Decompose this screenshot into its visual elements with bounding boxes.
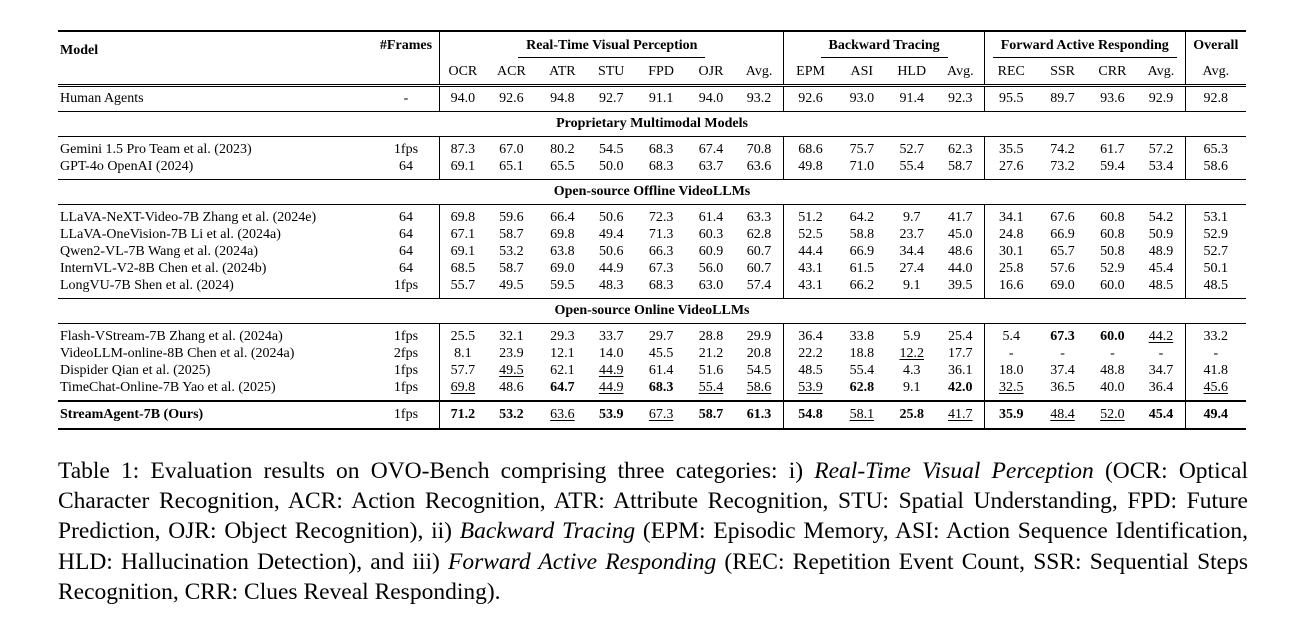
- score-cell: 69.1: [440, 243, 486, 260]
- score-cell: 69.8: [440, 379, 486, 396]
- score-cell: 57.2: [1148, 142, 1174, 157]
- score-cell: 66.9: [849, 244, 875, 259]
- score-cell: 16.6: [984, 277, 1037, 294]
- score-cell: 50.9: [1148, 227, 1174, 242]
- score-cell: 52.7: [899, 142, 924, 157]
- score-cell: 44.2: [1148, 329, 1174, 344]
- score-cell: 60.7: [746, 261, 772, 276]
- score-cell: 45.4: [1148, 261, 1174, 276]
- score-cell: 29.3: [550, 329, 575, 344]
- score-cell: 65.1: [499, 159, 524, 174]
- score-cell: 91.1: [648, 91, 674, 106]
- score-cell: 36.4: [784, 328, 837, 345]
- score-cell: 80.2: [550, 142, 575, 157]
- model-name: LLaVA-OneVision-7B Li et al. (2024a): [60, 227, 281, 242]
- score-cell: -: [984, 345, 1037, 362]
- score-cell: 29.7: [648, 329, 674, 344]
- score-cell: 42.0: [948, 380, 973, 395]
- frames-cell: 64: [398, 210, 413, 225]
- score-cell: 55.4: [698, 380, 724, 395]
- score-cell: 34.4: [899, 244, 924, 259]
- score-cell: 50.1: [1185, 260, 1246, 277]
- score-cell: 58.6: [746, 380, 772, 395]
- col-crr: CRR: [1098, 64, 1127, 79]
- score-cell: 53.9: [598, 407, 624, 422]
- score-cell: 44.9: [598, 261, 624, 276]
- score-cell: 64.7: [550, 380, 575, 395]
- table-row: [58, 209, 1246, 226]
- score-cell: 45.6: [1185, 379, 1246, 396]
- score-cell: 65.3: [1185, 141, 1246, 158]
- score-cell: 52.5: [784, 226, 837, 243]
- score-cell: 69.8: [550, 227, 575, 242]
- col-hld: HLD: [897, 64, 927, 79]
- score-cell: 36.5: [1050, 380, 1075, 395]
- score-cell: 93.0: [849, 91, 875, 106]
- score-cell: 45.5: [648, 346, 674, 361]
- score-cell: 95.5: [984, 86, 1037, 112]
- frames-cell: 1fps: [393, 380, 419, 395]
- score-cell: 61.4: [698, 210, 724, 225]
- table-row: [58, 260, 1246, 277]
- model-name: Gemini 1.5 Pro Team et al. (2023): [60, 142, 252, 157]
- table-row: [58, 379, 1246, 396]
- score-cell: 89.7: [1050, 91, 1075, 106]
- model-name: Flash-VStream-7B Zhang et al. (2024a): [60, 329, 283, 344]
- header-group-overall: Overall: [1185, 31, 1246, 60]
- table-row: [58, 243, 1246, 260]
- score-cell: 39.5: [948, 278, 973, 293]
- score-cell: 60.8: [1100, 210, 1125, 225]
- score-cell: 66.9: [1050, 227, 1075, 242]
- score-cell: 48.3: [598, 278, 624, 293]
- table-row: [58, 362, 1246, 379]
- score-cell: 92.7: [598, 91, 624, 106]
- frames-cell: 64: [398, 227, 413, 242]
- score-cell: 4.3: [902, 363, 921, 378]
- score-cell: 67.1: [440, 226, 486, 243]
- table-row: [58, 226, 1246, 243]
- score-cell: 66.2: [849, 278, 875, 293]
- section-title: Proprietary Multimodal Models: [556, 116, 748, 131]
- score-cell: 92.8: [1185, 86, 1246, 112]
- score-cell: 59.6: [499, 210, 524, 225]
- frames-cell: 1fps: [393, 278, 419, 293]
- score-cell: 25.8: [984, 260, 1037, 277]
- model-name: LongVU-7B Shen et al. (2024): [60, 278, 234, 293]
- score-cell: 52.9: [1185, 226, 1246, 243]
- frames-cell: 64: [398, 261, 413, 276]
- score-cell: 72.3: [648, 210, 674, 225]
- score-cell: 54.2: [1148, 210, 1174, 225]
- col-asi: ASI: [850, 64, 874, 79]
- col-rec: REC: [984, 60, 1037, 86]
- score-cell: 62.1: [550, 363, 575, 378]
- header-model: Model: [60, 43, 99, 58]
- score-cell: 58.7: [499, 227, 524, 242]
- score-cell: 53.9: [784, 379, 837, 396]
- score-cell: 68.3: [648, 142, 674, 157]
- frames-cell: 1fps: [393, 363, 419, 378]
- score-cell: 34.7: [1148, 363, 1174, 378]
- score-cell: 92.3: [948, 91, 973, 106]
- header-frames: #Frames: [379, 38, 433, 53]
- score-cell: 62.3: [948, 142, 973, 157]
- score-cell: 73.2: [1050, 159, 1075, 174]
- score-cell: 45.0: [948, 227, 973, 242]
- frames-cell: 1fps: [393, 329, 419, 344]
- score-cell: 18.8: [849, 346, 875, 361]
- score-cell: 29.9: [746, 329, 772, 344]
- score-cell: 48.5: [1148, 278, 1174, 293]
- score-cell: 60.8: [1100, 227, 1125, 242]
- score-cell: 27.6: [984, 158, 1037, 175]
- score-cell: 48.6: [948, 244, 973, 259]
- score-cell: 91.4: [899, 91, 924, 106]
- score-cell: 56.0: [698, 261, 724, 276]
- score-cell: 68.3: [648, 380, 674, 395]
- score-cell: 35.9: [984, 401, 1037, 429]
- score-cell: 8.1: [440, 345, 486, 362]
- score-cell: 63.6: [550, 407, 575, 422]
- score-cell: 63.0: [698, 278, 724, 293]
- frames-cell: -: [403, 91, 409, 106]
- score-cell: 48.5: [1185, 277, 1246, 294]
- score-cell: 43.1: [784, 277, 837, 294]
- frames-cell: 1fps: [393, 142, 419, 157]
- score-cell: 71.3: [648, 227, 674, 242]
- header-group-bt: Backward Tracing: [784, 31, 985, 60]
- score-cell: 22.2: [784, 345, 837, 362]
- col-ocr: OCR: [440, 60, 486, 86]
- score-cell: 33.8: [849, 329, 875, 344]
- score-cell: 58.7: [499, 261, 524, 276]
- table-row: [58, 158, 1246, 175]
- col-fpd: FPD: [648, 64, 674, 79]
- score-cell: 41.7: [948, 407, 973, 422]
- header-group-far: Forward Active Responding: [984, 31, 1185, 60]
- score-cell: 41.8: [1185, 362, 1246, 379]
- caption-label: Table 1:: [58, 458, 140, 484]
- score-cell: 53.2: [499, 407, 524, 422]
- score-cell: 48.8: [1100, 363, 1125, 378]
- score-cell: 92.6: [499, 91, 524, 106]
- score-cell: 49.5: [499, 278, 524, 293]
- score-cell: 60.9: [698, 244, 724, 259]
- score-cell: 66.3: [648, 244, 674, 259]
- score-cell: 54.8: [784, 401, 837, 429]
- score-cell: 67.0: [499, 142, 524, 157]
- model-name: GPT-4o OpenAI (2024): [60, 159, 194, 174]
- score-cell: 34.1: [984, 209, 1037, 226]
- score-cell: 44.0: [948, 261, 973, 276]
- score-cell: 68.3: [648, 159, 674, 174]
- score-cell: 52.0: [1100, 407, 1125, 422]
- score-cell: 21.2: [698, 346, 724, 361]
- score-cell: 61.4: [648, 363, 674, 378]
- score-cell: 69.0: [1050, 278, 1075, 293]
- score-cell: 71.0: [849, 159, 875, 174]
- score-cell: 58.7: [948, 159, 973, 174]
- score-cell: 59.5: [550, 278, 575, 293]
- score-cell: 53.2: [499, 244, 524, 259]
- section-header-row: [58, 180, 1246, 205]
- model-name: TimeChat-Online-7B Yao et al. (2025): [60, 380, 276, 395]
- score-cell: 55.4: [899, 159, 924, 174]
- score-cell: 55.7: [440, 277, 486, 294]
- score-cell: 51.2: [784, 209, 837, 226]
- score-cell: 69.8: [440, 209, 486, 226]
- score-cell: 12.2: [899, 346, 924, 361]
- human-agents-row: [58, 86, 1246, 112]
- table-row: [58, 277, 1246, 294]
- score-cell: 57.7: [440, 362, 486, 379]
- score-cell: 44.9: [598, 363, 624, 378]
- frames-cell: 1fps: [393, 407, 419, 422]
- score-cell: 48.6: [499, 380, 524, 395]
- score-cell: 69.0: [550, 261, 575, 276]
- score-cell: 71.2: [440, 401, 486, 429]
- score-cell: 5.4: [984, 328, 1037, 345]
- score-cell: 92.9: [1148, 91, 1174, 106]
- score-cell: 67.3: [648, 261, 674, 276]
- score-cell: 49.4: [598, 227, 624, 242]
- score-cell: 66.4: [550, 210, 575, 225]
- score-cell: 50.8: [1100, 244, 1125, 259]
- header-row-groups: [58, 31, 1246, 60]
- score-cell: 5.9: [902, 329, 921, 344]
- score-cell: 36.4: [1148, 380, 1174, 395]
- score-cell: 60.0: [1100, 278, 1125, 293]
- streamagent-row: [58, 401, 1246, 429]
- score-cell: 58.1: [849, 407, 875, 422]
- score-cell: 64.2: [849, 210, 875, 225]
- score-cell: 50.6: [598, 210, 624, 225]
- header-group-rtvp: Real-Time Visual Perception: [440, 31, 784, 60]
- score-cell: 87.3: [440, 141, 486, 158]
- frames-cell: 64: [398, 244, 413, 259]
- model-name: Dispider Qian et al. (2025): [60, 363, 211, 378]
- score-cell: 68.3: [648, 278, 674, 293]
- score-cell: 45.4: [1148, 407, 1174, 422]
- score-cell: 60.3: [698, 227, 724, 242]
- score-cell: 67.3: [648, 407, 674, 422]
- section-header-row: [58, 299, 1246, 324]
- score-cell: 60.7: [746, 244, 772, 259]
- score-cell: 52.7: [1185, 243, 1246, 260]
- score-cell: 62.8: [849, 380, 875, 395]
- score-cell: 12.1: [550, 346, 575, 361]
- score-cell: 62.8: [746, 227, 772, 242]
- score-cell: 59.4: [1100, 159, 1125, 174]
- score-cell: 49.4: [1185, 401, 1246, 429]
- col-bt-avg: Avg.: [947, 64, 974, 79]
- score-cell: 44.4: [784, 243, 837, 260]
- section-header-row: [58, 112, 1246, 137]
- score-cell: 74.2: [1050, 142, 1075, 157]
- score-cell: 9.1: [902, 380, 921, 395]
- score-cell: 33.7: [598, 329, 624, 344]
- score-cell: 51.6: [698, 363, 724, 378]
- col-acr: ACR: [497, 64, 526, 79]
- score-cell: 67.4: [698, 142, 724, 157]
- score-cell: 57.4: [746, 278, 772, 293]
- score-cell: 36.1: [948, 363, 973, 378]
- score-cell: 37.4: [1050, 363, 1075, 378]
- score-cell: 54.5: [746, 363, 772, 378]
- score-cell: 18.0: [984, 362, 1037, 379]
- frames-cell: 64: [398, 159, 413, 174]
- score-cell: 58.7: [698, 407, 724, 422]
- col-stu: STU: [597, 64, 625, 79]
- score-cell: 20.8: [746, 346, 772, 361]
- col-atr: ATR: [549, 64, 576, 79]
- score-cell: 17.7: [948, 346, 973, 361]
- score-cell: 33.2: [1185, 328, 1246, 345]
- score-cell: 49.8: [784, 158, 837, 175]
- score-cell: 48.9: [1148, 244, 1174, 259]
- score-cell: 53.4: [1148, 159, 1174, 174]
- score-cell: 55.4: [849, 363, 875, 378]
- score-cell: -: [1110, 346, 1115, 361]
- score-cell: 52.9: [1100, 261, 1125, 276]
- score-cell: 23.7: [899, 227, 924, 242]
- score-cell: -: [1185, 345, 1246, 362]
- score-cell: 27.4: [899, 261, 924, 276]
- frames-cell: 2fps: [393, 346, 419, 361]
- table-row: [58, 141, 1246, 158]
- score-cell: 94.0: [698, 91, 724, 106]
- score-cell: 57.6: [1050, 261, 1075, 276]
- score-cell: 65.5: [550, 159, 575, 174]
- score-cell: 70.8: [746, 142, 772, 157]
- score-cell: 61.3: [746, 407, 772, 422]
- score-cell: 61.7: [1100, 142, 1125, 157]
- score-cell: 63.8: [550, 244, 575, 259]
- score-cell: 23.9: [499, 346, 524, 361]
- score-cell: 94.0: [440, 86, 486, 112]
- score-cell: 69.1: [440, 158, 486, 175]
- score-cell: -: [1158, 346, 1164, 361]
- col-overall-avg: Avg.: [1185, 60, 1246, 86]
- results-table-body: [58, 86, 1246, 430]
- model-name: Qwen2-VL-7B Wang et al. (2024a): [60, 244, 259, 259]
- score-cell: 54.5: [598, 142, 624, 157]
- model-name: InternVL-V2-8B Chen et al. (2024b): [60, 261, 267, 276]
- score-cell: 25.8: [899, 407, 924, 422]
- score-cell: 48.5: [784, 362, 837, 379]
- model-name: StreamAgent-7B (Ours): [60, 407, 204, 422]
- model-name: LLaVA-NeXT-Video-7B Zhang et al. (2024e): [60, 210, 317, 225]
- section-title: Open-source Online VideoLLMs: [554, 303, 750, 318]
- score-cell: 28.8: [698, 329, 724, 344]
- col-far-avg: Avg.: [1147, 64, 1175, 79]
- score-cell: 24.8: [984, 226, 1037, 243]
- col-ojr: OJR: [698, 64, 724, 79]
- score-cell: 43.1: [784, 260, 837, 277]
- score-cell: 58.8: [849, 227, 875, 242]
- score-cell: 32.5: [984, 379, 1037, 396]
- score-cell: 14.0: [598, 346, 624, 361]
- score-cell: 48.4: [1050, 407, 1075, 422]
- score-cell: 30.1: [984, 243, 1037, 260]
- score-cell: 25.5: [440, 328, 486, 345]
- score-cell: 50.6: [598, 244, 624, 259]
- score-cell: 9.1: [902, 278, 921, 293]
- score-cell: 58.6: [1185, 158, 1246, 175]
- score-cell: 53.1: [1185, 209, 1246, 226]
- table-caption: Table 1: Evaluation results on OVO-Bench comprising three categories: i) Real-Time Visual Perception (OCR: Optical Character Recognition, ACR: Action Recognition, ATR: Attribute Recognition, STU: Spatial Understanding, FPD: Future Prediction, OJR: Object Recognition), ii) Backward Tracing (EPM: Episodic Memory, ASI: Action Sequence Identification, HLD: Hallucination Detection), and iii) Forward Active Responding (REC: Repetition Event Count, SSR: Sequential Steps Recognition, CRR: Clues Reveal Responding).: [58, 458, 1249, 605]
- score-cell: 40.0: [1100, 380, 1125, 395]
- col-epm: EPM: [784, 60, 837, 86]
- score-cell: 49.5: [499, 363, 524, 378]
- score-cell: 68.6: [784, 141, 837, 158]
- model-name: VideoLLM-online-8B Chen et al. (2024a): [60, 346, 295, 361]
- score-cell: 75.7: [849, 142, 875, 157]
- section-title: Open-source Offline VideoLLMs: [553, 184, 751, 199]
- score-cell: 61.5: [849, 261, 875, 276]
- col-ssr: SSR: [1050, 64, 1075, 79]
- score-cell: 60.0: [1100, 329, 1125, 344]
- table-row: [58, 345, 1246, 362]
- score-cell: 63.7: [698, 159, 724, 174]
- score-cell: -: [1060, 346, 1065, 361]
- score-cell: 50.0: [598, 159, 624, 174]
- score-cell: 63.3: [746, 210, 772, 225]
- score-cell: 67.3: [1050, 329, 1075, 344]
- score-cell: 93.2: [746, 91, 772, 106]
- model-name: Human Agents: [60, 91, 144, 106]
- results-table-container: [58, 30, 1246, 430]
- score-cell: 44.9: [598, 380, 624, 395]
- score-cell: 63.6: [746, 159, 772, 174]
- table-row: [58, 328, 1246, 345]
- score-cell: 93.6: [1100, 91, 1125, 106]
- score-cell: 32.1: [499, 329, 524, 344]
- score-cell: 41.7: [948, 210, 973, 225]
- score-cell: 67.6: [1050, 210, 1075, 225]
- score-cell: 92.6: [784, 86, 837, 112]
- score-cell: 25.4: [948, 329, 973, 344]
- score-cell: 9.7: [902, 210, 921, 225]
- score-cell: 35.5: [984, 141, 1037, 158]
- col-rtvp-avg: Avg.: [745, 64, 773, 79]
- score-cell: 68.5: [440, 260, 486, 277]
- score-cell: 65.7: [1050, 244, 1075, 259]
- score-cell: 94.8: [550, 91, 575, 106]
- results-table: [58, 30, 1246, 430]
